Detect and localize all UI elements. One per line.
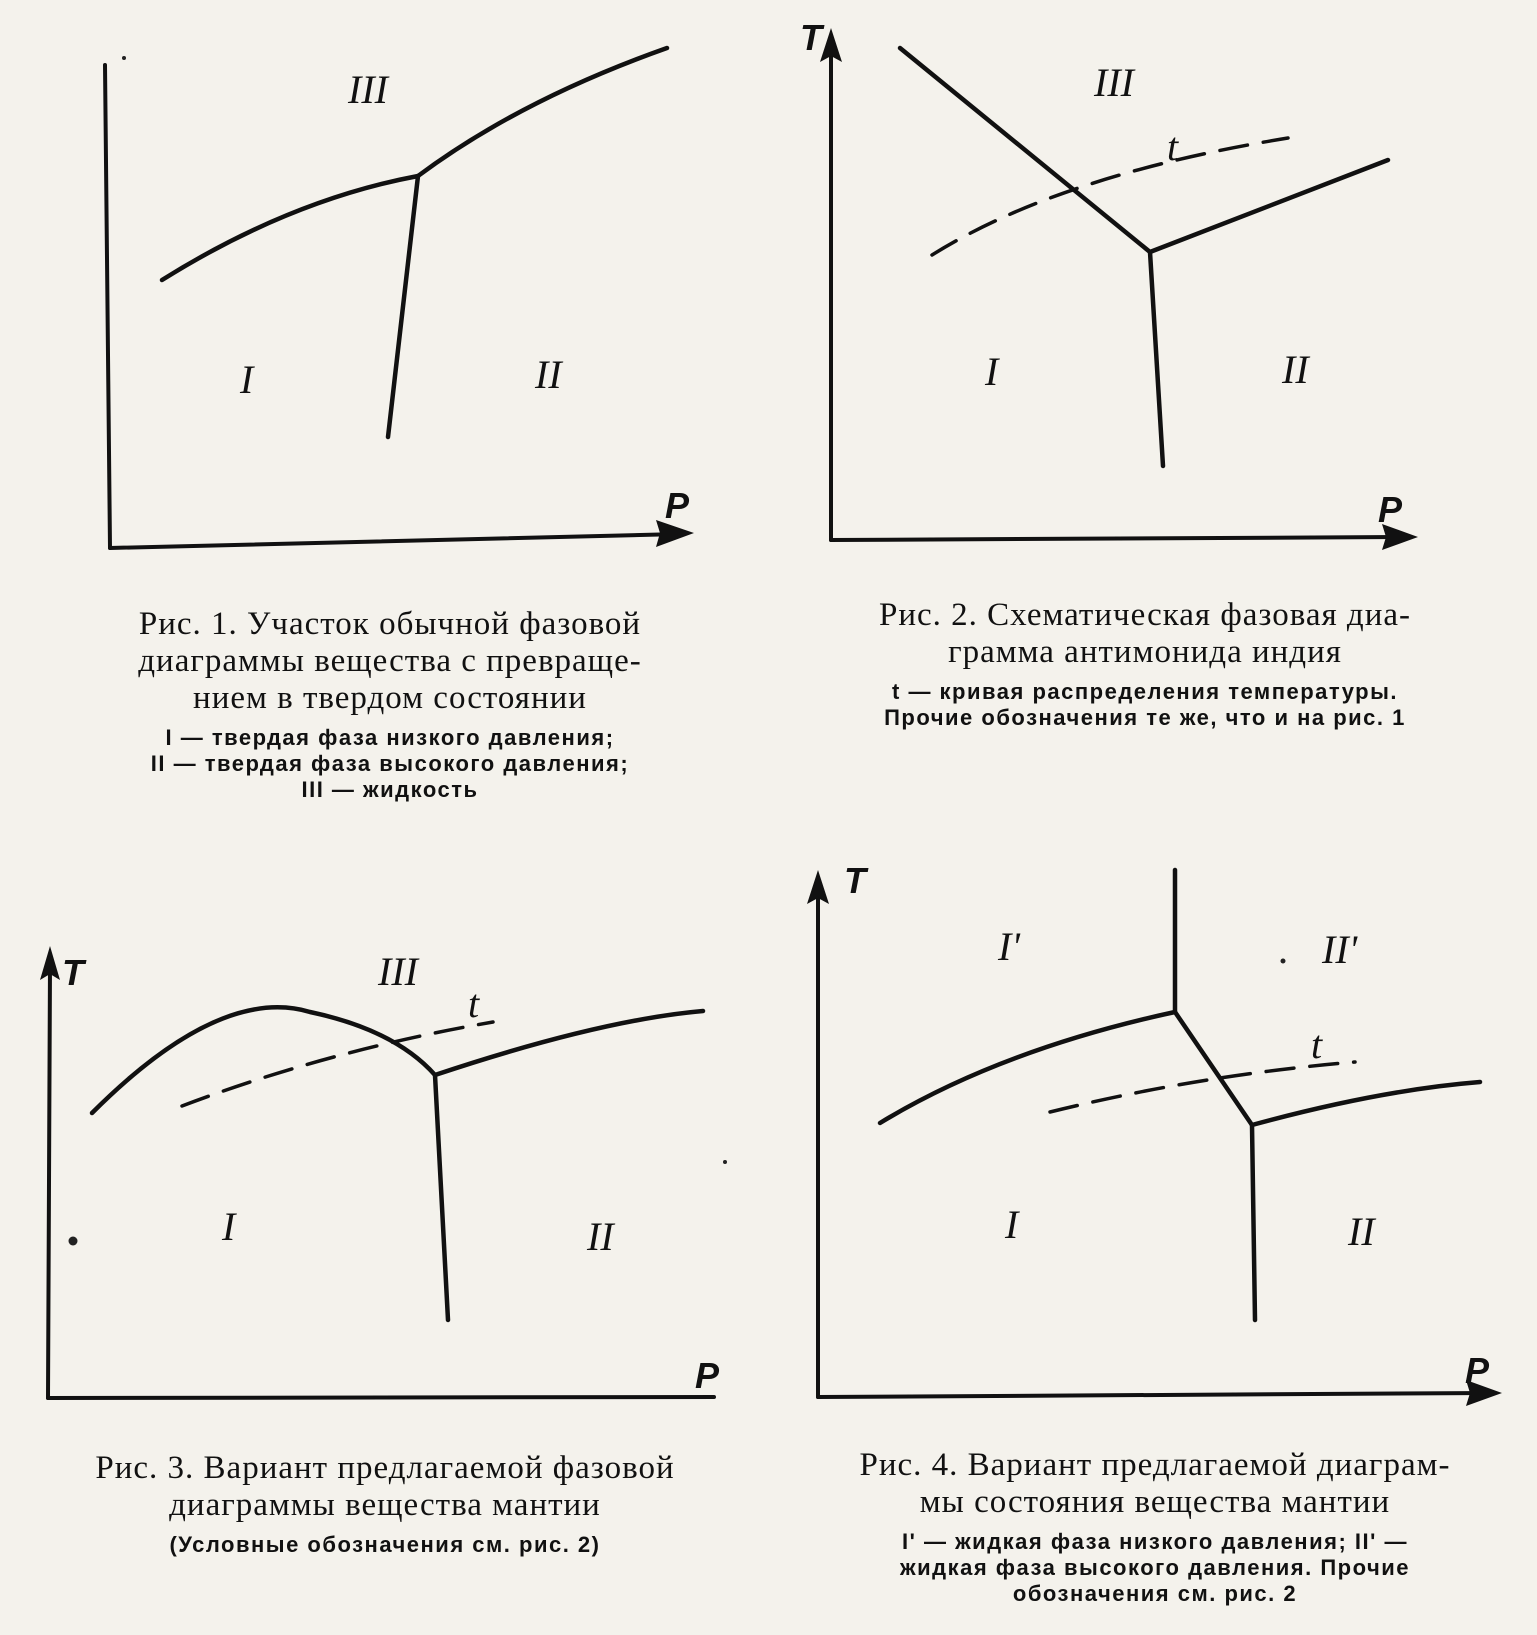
fig4-t-curve-label: t <box>1311 1022 1323 1067</box>
fig1-p-axis <box>110 534 680 548</box>
fig4-triple-link <box>1175 1012 1252 1125</box>
fig2-t-curve-label: t <box>1167 124 1179 169</box>
figure-4-caption <box>800 1447 1510 1607</box>
fig3-t-label: T <box>62 952 84 993</box>
fig3-p-label: P <box>695 1355 720 1396</box>
figure-1-caption <box>60 606 720 803</box>
fig2-t-label: T <box>800 17 822 58</box>
fig1-curve-solid-solid <box>388 176 418 437</box>
fig3-t-curve-label: t <box>468 981 480 1026</box>
fig2-p-axis <box>831 537 1405 540</box>
fig1-region-3: III <box>348 67 388 112</box>
fig3-region-3: III <box>378 949 418 994</box>
fig2-melting-curve-right <box>1150 160 1388 252</box>
fig4-temperature-curve <box>1050 1062 1355 1112</box>
fig1-curve-solid-liquid-2 <box>418 48 667 176</box>
fig2-caption-title: Рис. 2. Схематическая фазовая диа- грамма антимонида индия <box>878 597 1412 670</box>
fig3-caption-title: Рис. 3. Вариант предлагаемой фазовой диаграммы вещества мантии <box>95 1450 675 1523</box>
fig4-region-2: II <box>1348 1209 1375 1254</box>
fig2-temperature-curve <box>932 138 1288 255</box>
fig2-region-3: III <box>1094 60 1134 105</box>
fig1-p-label: P <box>665 485 690 526</box>
fig1-caption-title: Рис. 1. Участок обычной фазовой диаграммы вещества с превраще- нием в твердом состоянии <box>138 606 642 716</box>
fig1-t-axis <box>105 65 110 548</box>
figure-1-diagram <box>105 48 694 548</box>
figure-4-diagram <box>807 860 1502 1406</box>
fig2-p-label: P <box>1378 489 1403 530</box>
scan-speck <box>69 1237 78 1246</box>
fig4-legend: I' — жидкая фаза низкого давления; II' — жидкая фаза высокого давления. Прочие обозначения см. рис. 2 <box>899 1529 1410 1606</box>
fig4-p-axis <box>818 1393 1490 1397</box>
fig4-solid-boundary <box>1252 1125 1255 1320</box>
fig2-region-2: II <box>1282 347 1309 392</box>
scan-speck <box>723 1160 727 1164</box>
fig1-region-2: II <box>535 352 562 397</box>
scan-speck <box>1281 959 1286 964</box>
fig3-solid-boundary <box>435 1075 448 1320</box>
fig4-p-label: P <box>1465 1350 1490 1391</box>
fig1-legend: I — твердая фаза низкого давления; II — твердая фаза высокого давления; III — жидкость <box>150 725 630 802</box>
fig2-region-1: I <box>985 349 999 394</box>
fig3-temperature-curve <box>182 1022 493 1106</box>
fig2-legend: t — кривая распределения температуры. Прочие обозначения те же, что и на рис. 1 <box>884 679 1406 730</box>
fig1-region-1: I <box>240 357 254 402</box>
fig3-t-axis <box>48 965 50 1398</box>
fig2-solid-boundary <box>1150 252 1163 466</box>
fig3-region-2: II <box>587 1214 614 1259</box>
fig4-region-1: I <box>1005 1202 1019 1247</box>
fig3-legend: (Условные обозначения см. рис. 2) <box>169 1532 601 1557</box>
scan-speck <box>122 56 126 60</box>
fig4-melting-curve-left <box>880 1012 1175 1123</box>
figure-3-diagram <box>40 946 720 1398</box>
figure-2-diagram <box>800 17 1418 550</box>
fig4-region-2-liquid: II' <box>1322 927 1358 972</box>
fig3-region-1: I <box>222 1204 236 1249</box>
fig4-t-label: T <box>844 860 866 901</box>
fig3-melting-curve-left <box>92 1007 435 1113</box>
fig4-region-1-liquid: I' <box>998 924 1020 969</box>
fig1-curve-solid-liquid-1 <box>162 176 418 280</box>
fig3-p-axis <box>48 1397 714 1398</box>
figure-3-caption <box>25 1450 745 1558</box>
fig4-melting-curve-right <box>1252 1082 1480 1125</box>
figure-2-caption <box>800 597 1490 731</box>
fig4-caption-title: Рис. 4. Вариант предлагаемой диаграм- мы состояния вещества мантии <box>859 1447 1451 1520</box>
